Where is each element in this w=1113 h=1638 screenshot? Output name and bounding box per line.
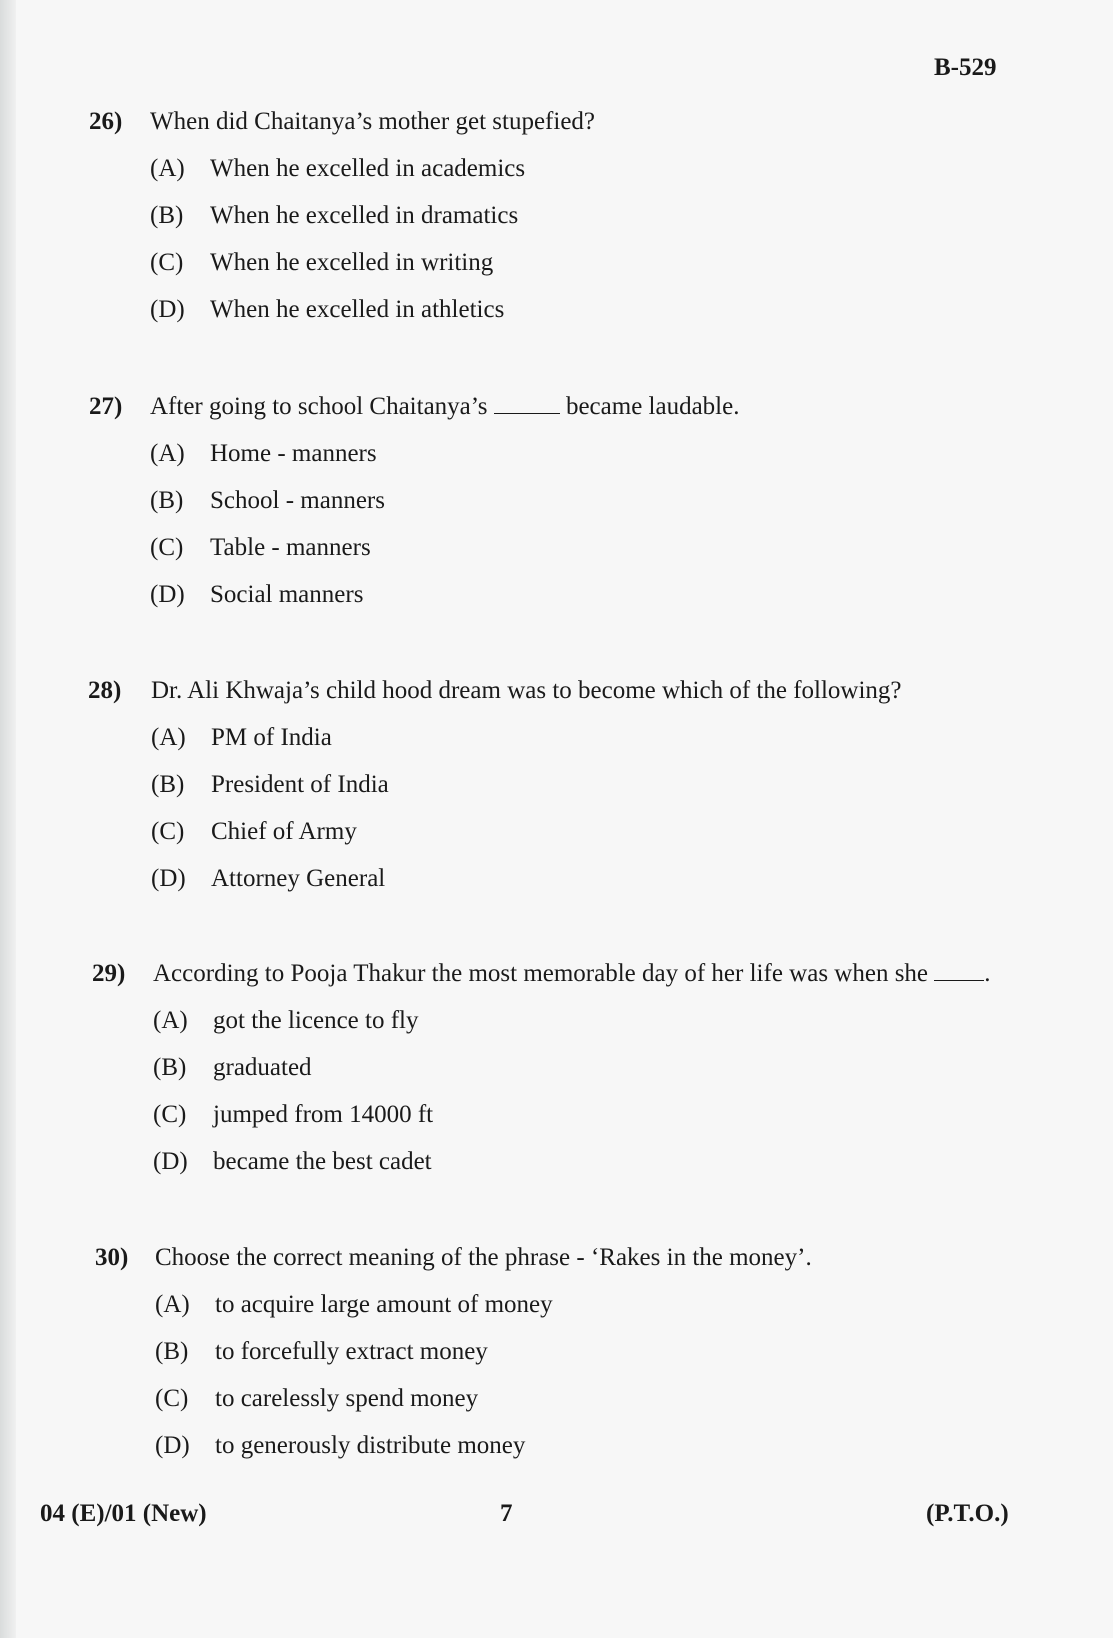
question-text: After going to school Chaitanya’s became laudable. (150, 393, 740, 420)
question-number: 28) (88, 677, 122, 704)
option-letter: (D) (151, 865, 186, 892)
option-letter: (D) (150, 581, 185, 608)
paper-code-header: B-529 (934, 54, 997, 81)
question-text: When did Chaitanya’s mother get stupefied? (150, 108, 596, 135)
question-number: 30) (95, 1244, 129, 1271)
option-letter: (A) (150, 155, 185, 182)
option-text: became the best cadet (213, 1148, 432, 1175)
option-letter: (B) (150, 202, 184, 229)
option-text: Attorney General (211, 865, 386, 892)
option-letter: (D) (155, 1432, 190, 1459)
option-letter: (C) (153, 1101, 187, 1128)
option-letter: (D) (150, 296, 185, 323)
option-text: President of India (211, 771, 389, 798)
question-28 (0, 677, 1113, 917)
question-number: 27) (89, 393, 123, 420)
answer-blank (494, 393, 560, 414)
option-text: When he excelled in dramatics (210, 202, 519, 229)
question-text: Dr. Ali Khwaja’s child hood dream was to become which of the following? (151, 677, 902, 704)
question-27 (0, 393, 1113, 633)
option-text: to acquire large amount of money (215, 1291, 553, 1318)
option-letter: (B) (150, 487, 184, 514)
option-text: got the licence to fly (213, 1007, 419, 1034)
option-text: to carelessly spend money (215, 1385, 479, 1412)
option-letter: (A) (150, 440, 185, 467)
option-letter: (A) (155, 1291, 190, 1318)
question-30 (0, 1244, 1113, 1484)
option-text: School - manners (210, 487, 385, 514)
footer-paper-code: 04 (E)/01 (New) (40, 1500, 207, 1527)
question-29 (0, 960, 1113, 1200)
option-letter: (B) (151, 771, 185, 798)
option-text: Social manners (210, 581, 364, 608)
question-number: 29) (92, 960, 126, 987)
option-letter: (C) (150, 249, 184, 276)
option-text: Table - manners (210, 534, 371, 561)
question-26 (0, 108, 1113, 348)
please-turn-over: (P.T.O.) (926, 1500, 1009, 1527)
question-text: Choose the correct meaning of the phrase - ‘Rakes in the money’. (155, 1244, 812, 1271)
option-letter: (D) (153, 1148, 188, 1175)
option-text: jumped from 14000 ft (213, 1101, 434, 1128)
option-letter: (A) (151, 724, 186, 751)
option-letter: (C) (151, 818, 185, 845)
option-text: Chief of Army (211, 818, 357, 845)
option-letter: (B) (155, 1338, 189, 1365)
answer-blank (934, 960, 984, 981)
option-text: When he excelled in academics (210, 155, 526, 182)
option-text: Home - manners (210, 440, 377, 467)
option-text: When he excelled in writing (210, 249, 494, 276)
option-letter: (A) (153, 1007, 188, 1034)
option-letter: (C) (155, 1385, 189, 1412)
option-text: to forcefully extract money (215, 1338, 488, 1365)
option-letter: (C) (150, 534, 184, 561)
question-number: 26) (89, 108, 123, 135)
option-text: graduated (213, 1054, 312, 1081)
option-text: When he excelled in athletics (210, 296, 505, 323)
option-text: PM of India (211, 724, 332, 751)
option-letter: (B) (153, 1054, 187, 1081)
option-text: to generously distribute money (215, 1432, 526, 1459)
page-number: 7 (500, 1500, 513, 1527)
question-text: According to Pooja Thakur the most memorable day of her life was when she . (153, 960, 991, 987)
